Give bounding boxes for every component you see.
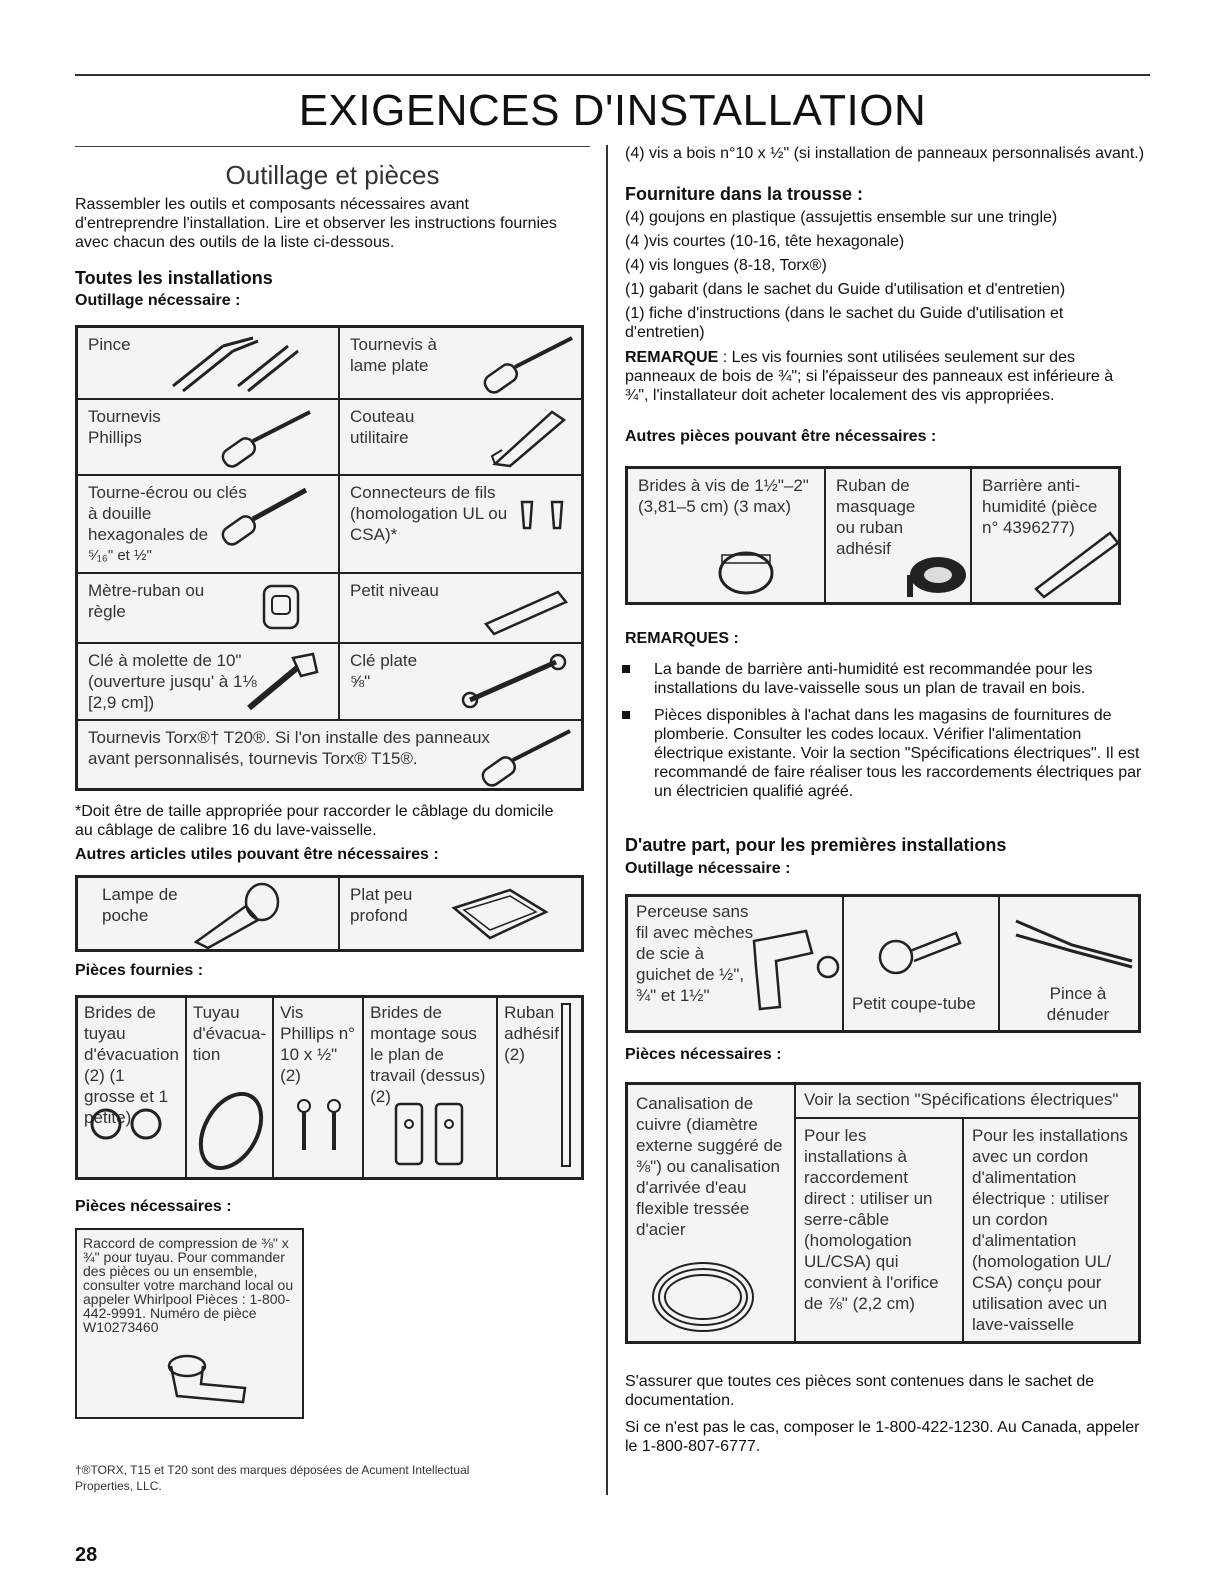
flat-screwdriver-icon: [480, 334, 580, 394]
heading-tools-needed-first: Outillage nécessaire :: [625, 860, 791, 877]
remarks-list: [618, 660, 1146, 809]
coiled-pipe-icon: [648, 1257, 758, 1337]
tool-pliers: [77, 327, 340, 399]
tool-flat-wrench-label: Clé plate ⅝": [350, 650, 418, 691]
compression-fitting-box: [75, 1228, 304, 1419]
heading-first-installations: D'autre part, pour les premières installations: [625, 835, 1007, 855]
tool-nut-driver-label: Tourne-écrou ou clés à douille hexagonales de: [88, 482, 247, 544]
wire-connector-icon: [518, 498, 572, 534]
heading-all-installations: Toutes les installations: [75, 268, 273, 288]
power-cord-note: Pour les installations avec un cordon d'alimentation électrique : utiliser un cordon d'alimentation (homologation UL/ CSA) conçu pour utilisation avec un lave-vaisselle: [963, 1118, 1140, 1343]
tool-wire-stripper: [999, 896, 1140, 1032]
tool-utility-knife: [339, 399, 583, 475]
tool-drill-label: Perceuse sans fil avec mèches de scie à guichet de ½", ¾" et 1½": [636, 902, 754, 1005]
connector-footnote: *Doit être de taille appropriée pour raccorder le câblage du domicile au câblage de calibre 16 du lave-vaisselle.: [75, 803, 554, 839]
shallow-pan-icon: [450, 886, 550, 944]
top-rule: [75, 74, 1150, 76]
heading-useful-items: Autres articles utiles pouvant être nécessaires :: [75, 846, 439, 863]
kit-list: [625, 208, 1145, 347]
adhesive-strip-icon: [560, 1002, 574, 1172]
page-number: 28: [75, 1544, 98, 1566]
tool-tape-measure: [77, 573, 340, 643]
heading-needed-parts: Pièces nécessaires :: [75, 1198, 232, 1215]
part-adhesive-tape: [497, 997, 582, 1179]
tool-level: [339, 573, 583, 643]
closing-paragraph-2: Si ce n'est pas le cas, composer le 1-800-422-1230. Au Canada, appeler le 1-800-807-6777.: [625, 1419, 1140, 1455]
direct-wire-note: Pour les installations à raccordement direct : utiliser un serre-câble (homologation UL/CSA) qui convient à l'orifice de ⅞" (2,2 cm): [795, 1118, 963, 1343]
part-barrier-label: Barrière anti-humidité (pièce n° 4396277): [982, 476, 1098, 537]
kit-remark: [625, 348, 1140, 405]
tools-table: [75, 325, 584, 791]
part-brackets-label: Brides de montage sous le plan de travail (dessus) (2): [370, 1003, 486, 1106]
item-shallow-pan: [339, 877, 583, 951]
tool-adjustable-wrench: [77, 643, 340, 720]
compression-fitting-text: Raccord de compression de ⅜" x ¾" pour tuyau. Pour commander des pièces ou un ensemble, consulter votre marchand local ou appeler Whirlpool Pièces : 1-800-442-9991. Numéro de pièce W10273460: [83, 1235, 294, 1335]
part-masking-tape: [825, 468, 971, 604]
kit-remark-text: : Les vis fournies sont utilisées seulement sur des panneaux de bois de ¾"; si l'épaisseur des panneaux est inférieure à ¾", l'installateur doit acheter localement des vis appropriées.: [625, 349, 1114, 404]
level-icon: [482, 588, 572, 636]
wire-stripper-icon: [1012, 911, 1142, 971]
other-parts-table: [625, 466, 1121, 605]
part-tape-label: Ruban adhésif (2): [504, 1003, 559, 1064]
tool-phillips-label: Tournevis Phillips: [88, 406, 161, 447]
remark-item: Pièces disponibles à l'achat dans les magasins de fournitures de plomberie. Consulter les codes locaux. Vérifier l'alimentation électrique existante. Voir la section "Spécifications électriques". Il est recommandé de faire réaliser tous les raccordements électriques par un électricien qualifié agréé.: [618, 706, 1146, 801]
adjustable-wrench-icon: [243, 650, 323, 714]
part-drain-hose-label: Tuyau d'évacua-tion: [192, 1003, 267, 1064]
part-phillips-screws: [273, 997, 363, 1179]
nut-driver-icon: [218, 482, 318, 548]
tool-flat-screwdriver: [339, 327, 583, 399]
tool-connectors-label: Connecteurs de fils (homologation UL ou CSA)*: [350, 482, 508, 544]
tool-cordless-drill: [627, 896, 844, 1032]
useful-items-table: [75, 875, 584, 952]
flashlight-icon: [190, 880, 290, 950]
tool-pliers-label: Pince: [88, 335, 131, 354]
tool-wire-connectors: [339, 475, 583, 573]
subtitle-rule: [75, 146, 590, 147]
part-mounting-brackets: [363, 997, 497, 1179]
part-drain-hose: [186, 997, 273, 1179]
part-masking-tape-label: Ruban de masquage ou ruban adhésif: [836, 476, 916, 558]
part-hose-clamps-label: Brides de tuyau d'évacuation (2) (1 grosse et 1 petite): [84, 1003, 179, 1127]
tool-torx-screwdriver: [77, 720, 583, 790]
closing-paragraph-1: S'assurer que toutes ces pièces sont contenues dans le sachet de documentation.: [625, 1373, 1095, 1409]
remark-item: La bande de barrière anti-humidité est recommandée pour les installations du lave-vaisselle sous un plan de travail en bois.: [618, 660, 1146, 698]
part-copper-pipe-label: Canalisation de cuivre (diamètre externe suggéré de ⅜") ou canalisation d'arrivée d'eau flexible tressée d'acier: [636, 1094, 783, 1239]
mounting-bracket-icon: [392, 1098, 472, 1170]
hose-clamp-icon: [88, 1098, 168, 1148]
part-moisture-barrier: [971, 468, 1120, 604]
item-pan-label: Plat peu profond: [350, 885, 413, 925]
tape-roll-icon: [906, 553, 970, 601]
pliers-icon: [168, 336, 308, 392]
item-flashlight: [77, 877, 340, 951]
supplied-parts-table: [75, 995, 584, 1180]
heading-tools-needed: Outillage nécessaire :: [75, 292, 241, 309]
tool-flat-wrench: [339, 643, 583, 720]
tool-phillips-screwdriver: [77, 399, 340, 475]
moisture-barrier-icon: [1032, 529, 1122, 599]
kit-item: (4) vis longues (8-18, Torx®): [625, 257, 827, 274]
heading-remarks: REMARQUES :: [625, 630, 739, 647]
part-copper-pipe: [627, 1084, 796, 1343]
tool-torx-label: Tournevis Torx®† T20®. Si l'on installe des panneaux avant personnalisés, tournevis Torx® T15®.: [88, 727, 490, 768]
tool-nut-driver: [77, 475, 340, 573]
drill-icon: [746, 911, 846, 1021]
tool-tube-cutter: [843, 896, 999, 1032]
intro-paragraph: Rassembler les outils et composants nécessaires avant d'entreprendre l'installation. Lire et observer les instructions fournies avec chacun des outils de la liste ci-dessous.: [75, 196, 557, 251]
tool-stripper-label: Pince à dénuder: [1046, 984, 1110, 1024]
tool-nut-driver-sizes: ⁵⁄₁₆" et ½": [88, 546, 152, 564]
tool-knife-label: Couteau utilitaire: [350, 406, 415, 447]
tool-tape-label: Mètre-ruban ou règle: [88, 580, 205, 621]
page-title: EXIGENCES D'INSTALLATION: [298, 86, 927, 135]
heading-kit-contents: Fourniture dans la trousse :: [625, 184, 864, 204]
tool-tube-cutter-label: Petit coupe-tube: [852, 994, 976, 1013]
part-screws-label: Vis Phillips n° 10 x ½" (2): [280, 1003, 355, 1085]
screw-icon: [290, 1098, 350, 1158]
phillips-screwdriver-icon: [218, 408, 318, 468]
part-screw-clamps: [627, 468, 826, 604]
wood-screws-line: (4) vis a bois n°10 x ½" (si installation de panneaux personnalisés avant.): [625, 145, 1145, 162]
kit-item: (4 )vis courtes (10-16, tête hexagonale): [625, 233, 905, 250]
tape-measure-icon: [260, 582, 304, 634]
compression-fitting-icon: [163, 1352, 253, 1412]
tool-wrench-label: Clé à molette de 10" (ouverture jusqu' à 1⅛ [2,9 cm]): [88, 650, 257, 712]
part-hose-clamps: [77, 997, 186, 1179]
kit-item: (4) goujons en plastique (assujettis ensemble sur une tringle): [625, 209, 1058, 226]
heading-supplied-parts: Pièces fournies :: [75, 962, 204, 979]
tool-level-label: Petit niveau: [350, 580, 439, 600]
needed-parts-table: [625, 1082, 1141, 1344]
kit-remark-label: REMARQUE: [625, 349, 719, 366]
section-subtitle: Outillage et pièces: [225, 160, 440, 190]
torx-screwdriver-icon: [478, 727, 578, 787]
first-install-tools-table: [625, 894, 1141, 1033]
trademark-footnote: †®TORX, T15 et T20 sont des marques déposées de Acument Intellectual Properties, LLC.: [75, 1463, 470, 1493]
tube-cutter-icon: [874, 923, 964, 983]
drain-hose-icon: [191, 1086, 271, 1176]
screw-clamp-icon: [716, 547, 776, 599]
kit-item: (1) fiche d'instructions (dans le sachet du Guide d'utilisation et d'entretien): [625, 305, 1064, 341]
utility-knife-icon: [490, 406, 570, 468]
item-flashlight-label: Lampe de poche: [102, 885, 178, 925]
flat-wrench-icon: [460, 652, 570, 712]
part-screw-clamps-label: Brides à vis de 1½"–2" (3,81–5 cm) (3 max): [638, 476, 809, 516]
tool-flat-screwdriver-label: Tournevis à lame plate: [350, 335, 437, 375]
heading-other-parts: Autres pièces pouvant être nécessaires :: [625, 428, 937, 445]
kit-item: (1) gabarit (dans le sachet du Guide d'utilisation et d'entretien): [625, 281, 1066, 298]
electrical-spec-header: Voir la section "Spécifications électriques": [795, 1084, 1140, 1118]
heading-needed-parts-first: Pièces nécessaires :: [625, 1046, 782, 1063]
column-divider: [606, 145, 608, 1495]
